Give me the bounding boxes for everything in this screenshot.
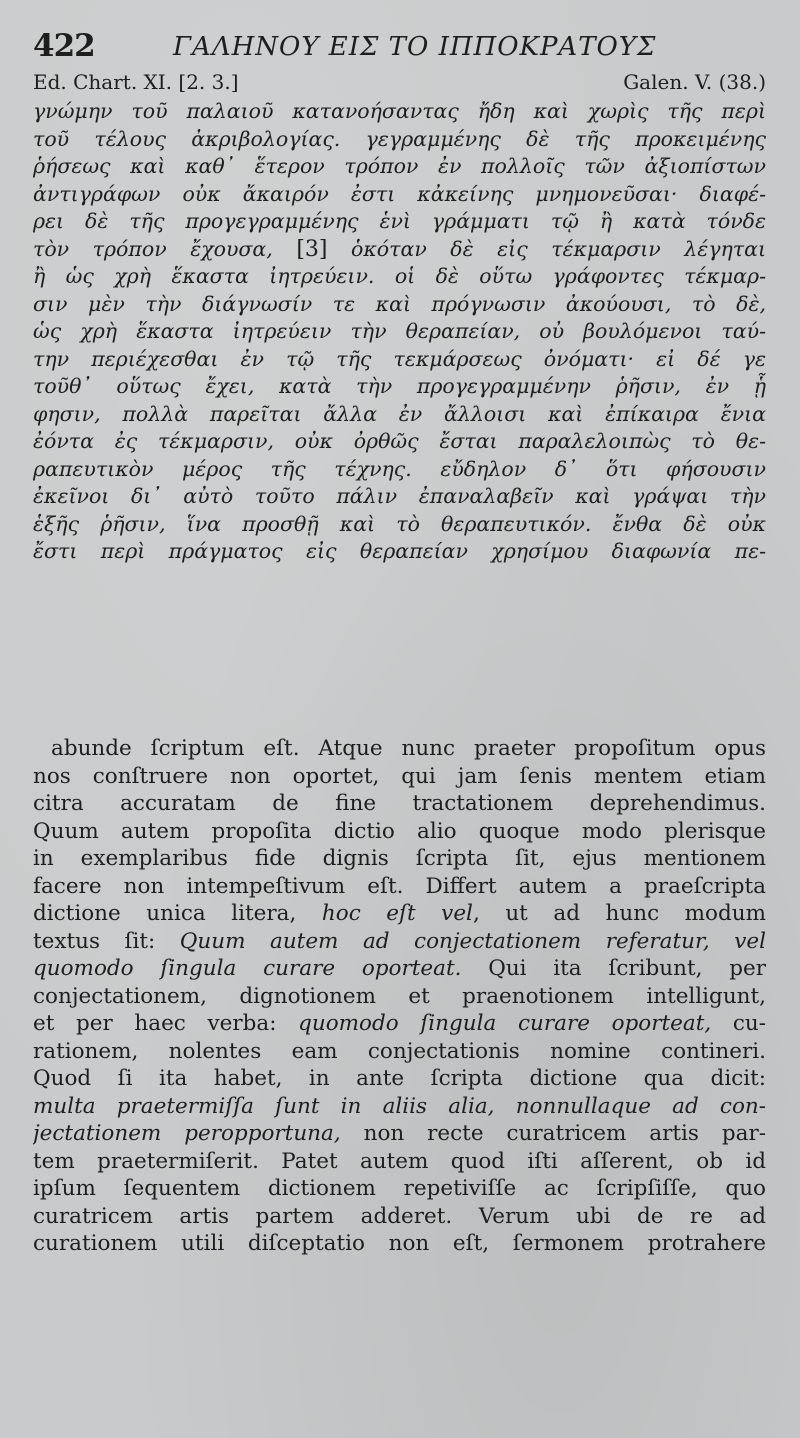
latin-line: Quum autem propoſita dictio alio quoque modo plerisque xyxy=(33,818,766,844)
greek-line: τοῦ τέλους ἀκριβολογίας. γεγραμμένης δὲ τῆς προκειμένης xyxy=(33,126,766,151)
running-title: ΓΑΛΗΝΟΥ ΕΙΣ ΤΟ ΙΠΠΟΚΡΑΤΟΥΣ xyxy=(173,32,657,62)
greek-line xyxy=(33,236,766,264)
greek-line: ἢ ὡς χρὴ ἕκαστα ἰητρεύειν. οἱ δὲ οὕτω γράφοντες τέκμαρ- xyxy=(33,264,766,288)
greek-text xyxy=(33,98,766,566)
greek-line: ἐόντα ἐς τέκμαρσιν, οὐκ ὀρθῶς ἔσται παραλελοιπὼς τὸ θε- xyxy=(33,429,766,453)
greek-line: ἐκεῖνοι δι᾽ αὐτὸ τοῦτο πάλιν ἐπαναλαβεῖν καὶ γράψαι τὴν xyxy=(33,484,766,508)
latin-line: curationem utili diſceptatio non eſt, ſermonem protrahere xyxy=(33,1231,766,1256)
latin-line xyxy=(33,900,766,928)
latin-segment: dictione unica litera, xyxy=(33,901,297,926)
greek-line: ῥήσεως καὶ καθ᾽ ἕτερον τρόπον ἐν πολλοῖς τῶν ἀξιοπίστων xyxy=(33,154,766,178)
galen-reference: Galen. V. (38.) xyxy=(623,70,766,94)
latin-text xyxy=(33,735,766,1258)
greek-line: ραπευτικὸν μέρος τῆς τέχνης. εὔδηλον δ᾽ ὅτι φήσουσιν xyxy=(33,456,766,481)
latin-line: curatricem artis partem adderet. Verum ubi de re ad xyxy=(33,1203,766,1229)
latin-line: ipſum ſequentem dictionem repetiviſſe ac ſcripſiſſe, quo xyxy=(33,1176,766,1201)
greek-line: σιν μὲν τὴν διάγνωσίν τε καὶ πρόγνωσιν ἀκούουσι, τὸ δὲ, xyxy=(33,291,766,316)
latin-line: conjectationem, dignotionem et praenotionem intelligunt, xyxy=(33,983,766,1009)
latin-segment: Qui ita ſcribunt, per xyxy=(488,956,766,981)
latin-segment: cu- xyxy=(732,1011,766,1036)
latin-line xyxy=(33,1120,766,1148)
latin-italic-segment: Quum autem ad conjectationem referatur, vel xyxy=(179,928,766,954)
greek-line: γνώμην τοῦ παλαιοῦ κατανοήσαντας ἤδη καὶ χωρὶς τῆς περὶ xyxy=(33,99,766,123)
latin-italic-segment: hoc eſt vel xyxy=(321,901,473,926)
latin-segment: , ut ad hunc modum xyxy=(472,901,766,926)
latin-segment: textus ſit: xyxy=(33,928,156,954)
latin-line: facere non intempeſtivum eſt. Differt autem a praeſcripta xyxy=(33,873,766,899)
latin-line: nos conſtruere non oportet, qui jam ſenis mentem etiam xyxy=(33,763,766,789)
latin-line xyxy=(33,1010,766,1038)
latin-line: in exemplaribus fide dignis ſcripta ſit, ejus mentionem xyxy=(33,846,766,871)
latin-line: citra accuratam de fine tractationem deprehendimus. xyxy=(33,791,766,816)
greek-line: ἀντιγράφων οὐκ ἄκαιρόν ἐστι κἀκείνης μνημονεῦσαι· διαφέ- xyxy=(33,181,766,206)
greek-line: ἔστι περὶ πράγματος εἰς θεραπείαν χρησίμου διαφωνία πε- xyxy=(33,539,766,563)
latin-line xyxy=(33,955,766,983)
latin-line: tem praetermiſerit. Patet autem quod iſti aſſerent, ob id xyxy=(33,1148,766,1174)
latin-line xyxy=(33,928,766,956)
latin-segment: non recte curatricem artis par- xyxy=(363,1121,766,1146)
greek-line: φησιν, πολλὰ παρεῖται ἄλλα ἐν ἄλλοισι καὶ ἐπίκαιρα ἔνια xyxy=(33,401,766,426)
page-number: 422 xyxy=(33,28,95,64)
edition-reference-row xyxy=(33,70,766,98)
page-header xyxy=(33,28,766,68)
greek-line: ὡς χρὴ ἕκαστα ἰητρεύειν τὴν θεραπείαν, οὐ βουλόμενοι ταύ- xyxy=(33,319,766,343)
section-marker: [3] xyxy=(296,236,328,262)
edition-reference: Ed. Chart. XI. [2. 3.] xyxy=(33,70,239,94)
latin-italic-segment: quomodo ſingula curare oporteat. xyxy=(33,956,462,981)
latin-segment: et per haec verba: xyxy=(33,1011,277,1036)
greek-segment: τὸν τρόπον ἔχουσα, xyxy=(33,236,273,261)
greek-line: τοῦθ᾽ οὕτως ἔχει, κατὰ τὴν προγεγραμμένην ῥῆσιν, ἐν ᾗ xyxy=(33,374,766,398)
latin-line: multa praetermiſſa ſunt in aliis alia, nonnullaque ad con- xyxy=(33,1093,766,1119)
latin-italic-segment: quomodo ſingula curare oporteat, xyxy=(298,1011,712,1036)
latin-line: Quod ſi ita habet, in ante ſcripta dictione qua dicit: xyxy=(33,1066,766,1091)
latin-line: rationem, nolentes eam conjectationis nomine contineri. xyxy=(33,1038,766,1064)
greek-line: την περιέχεσθαι ἐν τῷ τῆς τεκμάρσεως ὀνόματι· εἰ δέ γε xyxy=(33,346,766,371)
greek-line: ρει δὲ τῆς προγεγραμμένης ἑνὶ γράμματι τῷ ἢ κατὰ τόνδε xyxy=(33,209,766,233)
greek-segment: ὁκόταν δὲ εἰς τέκμαρσιν λέγηται xyxy=(351,236,766,261)
latin-italic-segment: jectationem peropportuna, xyxy=(33,1121,341,1146)
latin-line: abunde ſcriptum eſt. Atque nunc praeter propoſitum opus xyxy=(51,736,766,761)
greek-line: ἑξῆς ῥῆσιν, ἵνα προσθῇ καὶ τὸ θεραπευτικόν. ἔνθα δὲ οὐκ xyxy=(33,511,766,536)
